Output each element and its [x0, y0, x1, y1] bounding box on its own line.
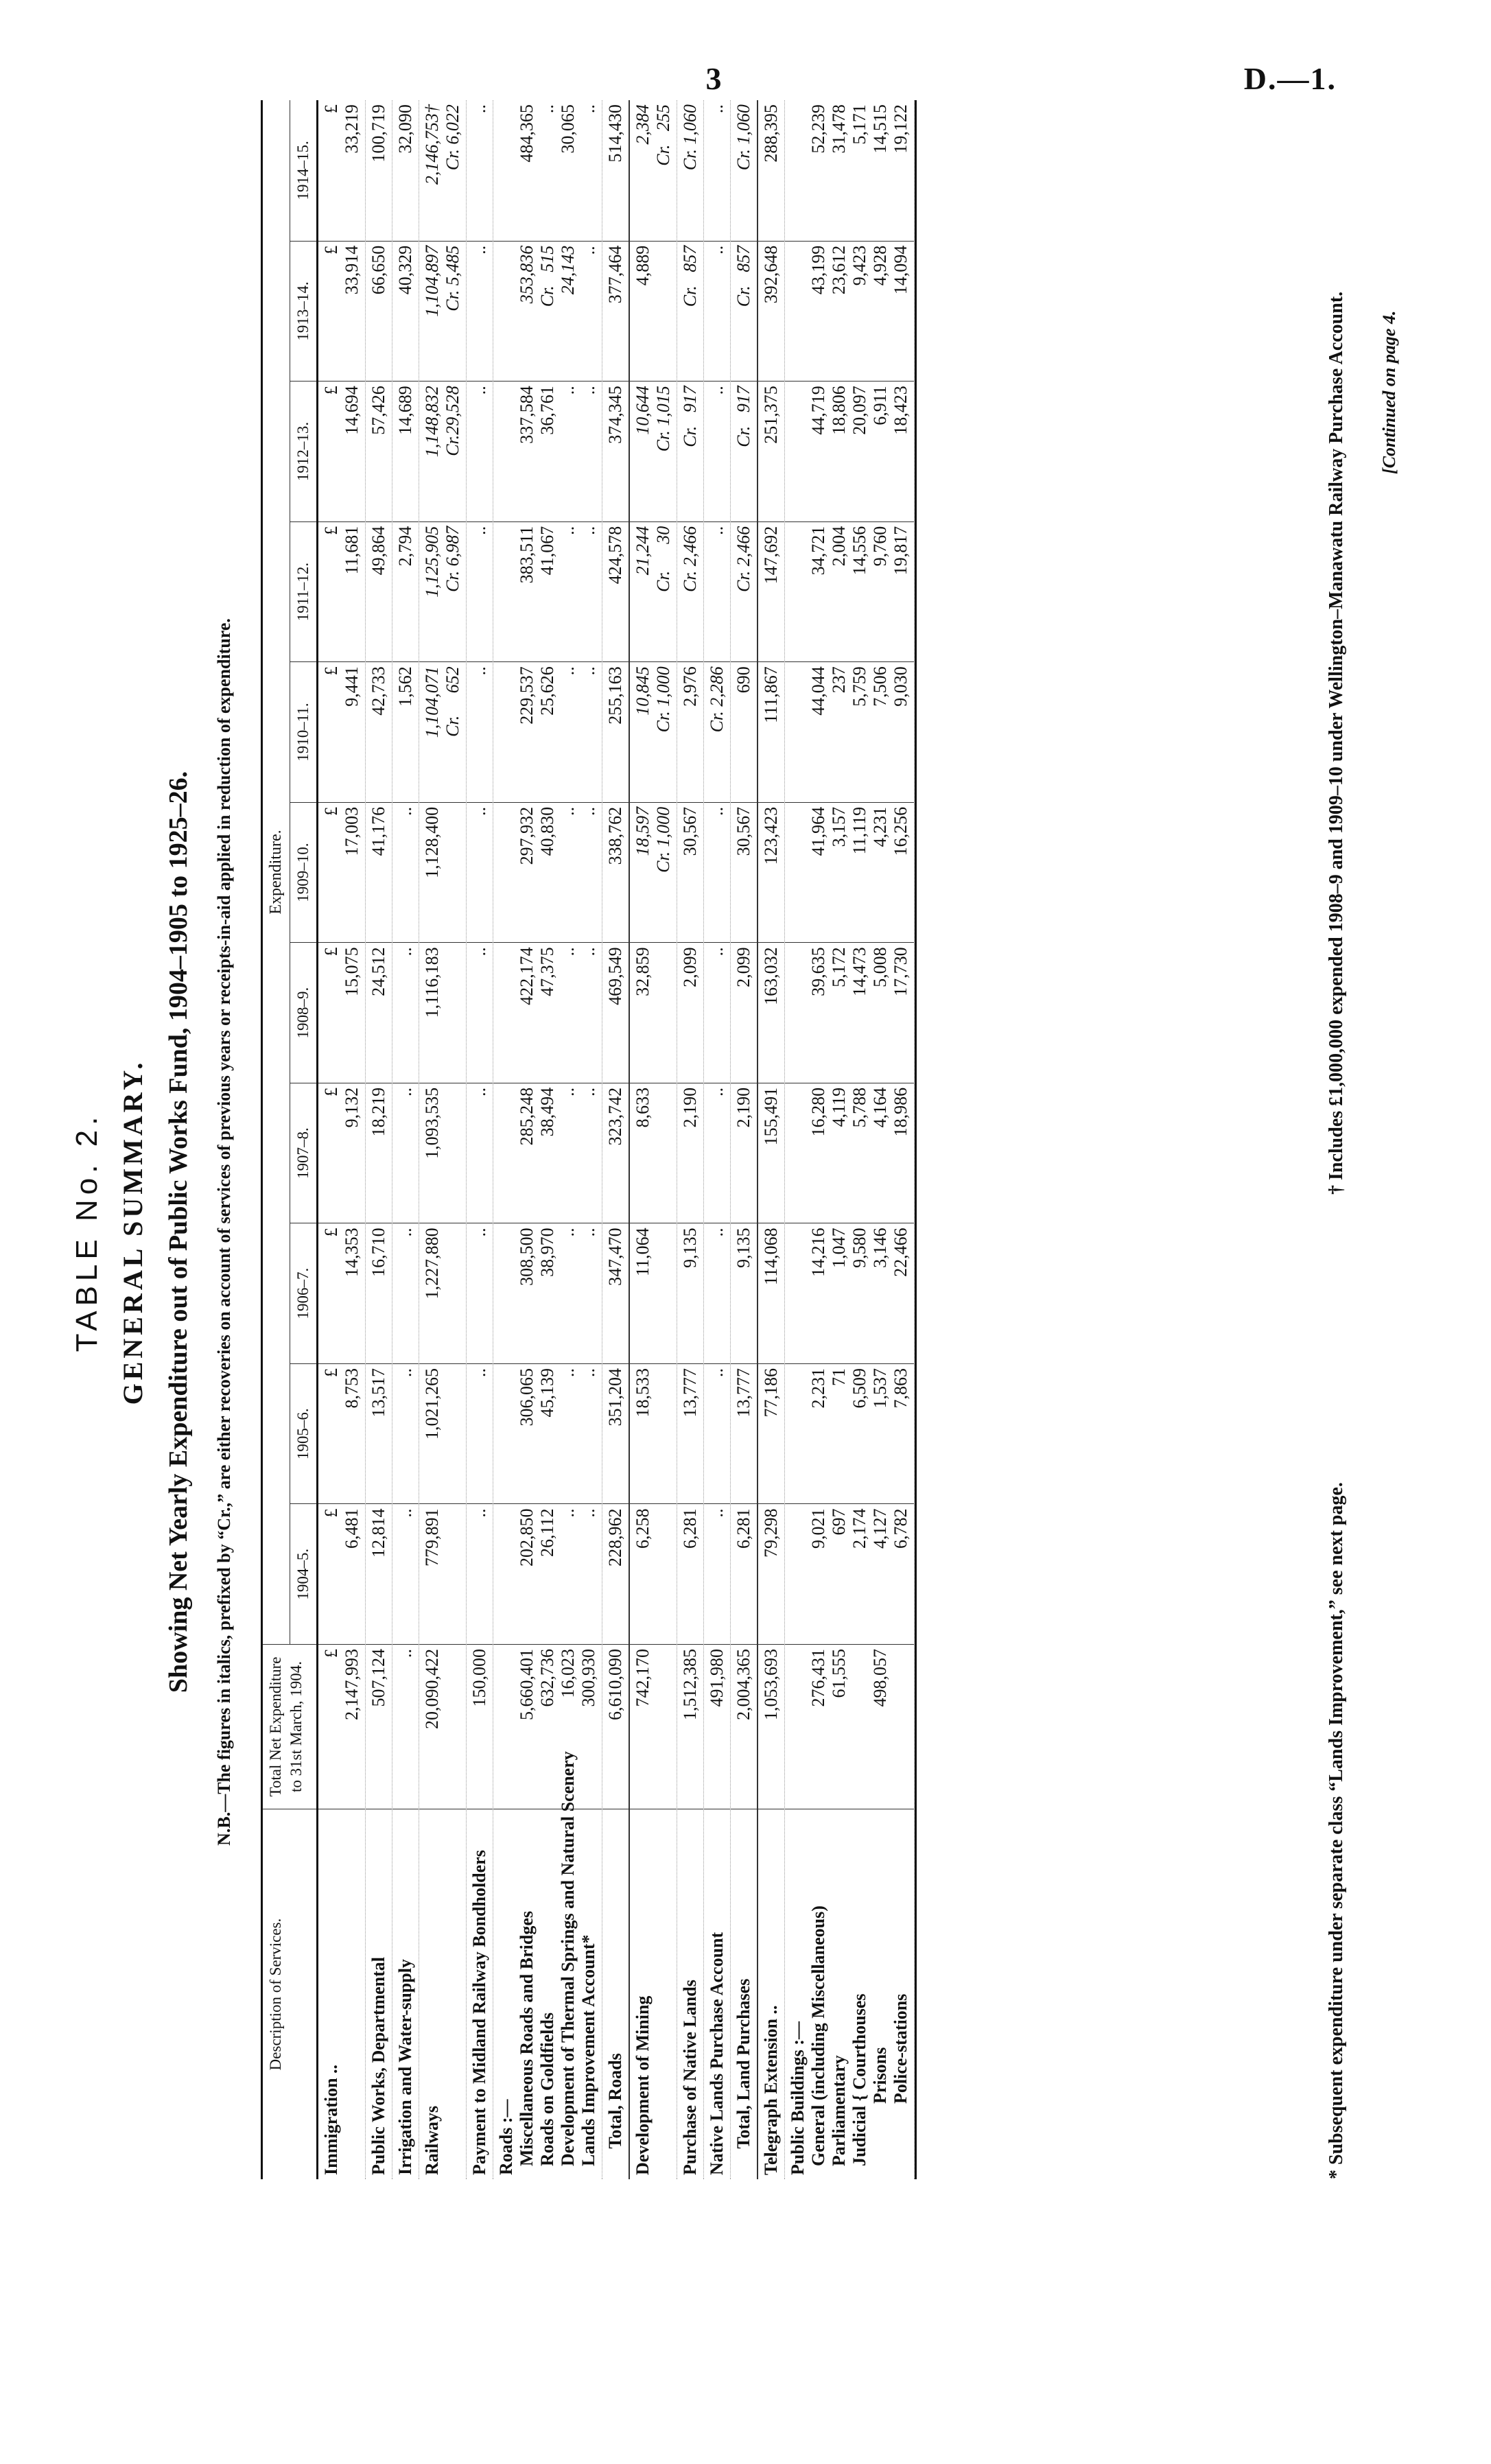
cell-year-value: £ 33,219 — [321, 104, 362, 154]
cell-year-value: .. — [467, 661, 493, 802]
cell-year-value: 285,248 38,494 .. .. — [493, 1083, 602, 1223]
cell-year-value: 484,365 .. 30,065 .. — [517, 104, 598, 163]
row-description: Native Lands Purchase Account — [704, 1809, 730, 2179]
cell-year-value: £ 33,914 — [318, 241, 365, 382]
cell-year-value: 1,125,905 Cr. 6,987 — [419, 521, 466, 662]
cell-year-value: 21,244 Cr. 30 — [630, 521, 677, 662]
cell-year-value: 1,093,535 — [419, 1083, 466, 1223]
cell-year-value: 229,537 25,626 .. .. — [493, 661, 602, 802]
cell-year-value: 2,976 — [677, 661, 703, 802]
cell-year-value: 9,021 697 2,174 4,127 6,782 — [785, 1503, 914, 1644]
cell-year-value: 2,190 — [677, 1083, 703, 1223]
header-description: Description of Services. — [263, 1809, 316, 2179]
cell-year-value: Cr. 2,466 — [731, 521, 757, 662]
cell-year-value: 42,733 — [366, 661, 392, 802]
table-row — [758, 100, 785, 2179]
cell-year-value: .. — [704, 521, 730, 662]
cell-year-value: Cr. 917 — [677, 381, 703, 521]
cell-year-value: 377,464 — [602, 241, 629, 382]
cell-year-value: £ 6,481 — [318, 1503, 365, 1644]
cell-year-value: 52,239 31,478 5,171 14,515 19,122 — [808, 104, 911, 154]
header-expenditure: Expenditure. — [263, 100, 290, 1644]
cell-year-value: .. — [392, 1083, 419, 1223]
cell-year-value: 1,148,832 Cr.29,528 — [419, 381, 466, 521]
cell-total-to-1904: 276,431 61,555 498,057 — [785, 1644, 914, 1809]
cell-year-value: 4,889 — [630, 241, 677, 382]
cell-year-value: 338,762 — [602, 802, 629, 943]
cell-year-value: .. — [392, 942, 419, 1083]
cell-year-value: .. — [392, 1363, 419, 1504]
cell-year-value: 123,423 — [758, 802, 784, 943]
cell-year-value: 2,190 — [731, 1083, 757, 1223]
cell-year-value: 10,845 Cr. 1,000 — [630, 661, 677, 802]
cell-year-value: 337,584 36,761 .. .. — [493, 381, 602, 521]
cell-year-value: 6,258 — [630, 1503, 677, 1644]
cell-year-value: 1,104,897 Cr. 5,485 — [419, 241, 466, 382]
header-year: 1907–8. — [290, 1083, 316, 1223]
table-description: Showing Net Yearly Expenditure out of Public Works Fund, 1904–1905 to 1925–26. — [164, 771, 193, 1693]
cell-year-value: .. — [467, 381, 493, 521]
summary-table — [261, 100, 917, 2179]
cell-year-value: 6,281 — [677, 1503, 703, 1644]
cell-year-value: Cr. 1,060 — [733, 104, 753, 171]
cell-year-value: 155,491 — [758, 1083, 784, 1223]
header-year: 1908–9. — [290, 942, 316, 1083]
cell-year-value: £ 9,441 — [318, 661, 365, 802]
cell-year-value: 13,777 — [731, 1363, 757, 1504]
row-description: Development of Mining — [630, 1809, 677, 2179]
cell-year-value: 306,065 45,139 .. .. — [493, 1363, 602, 1504]
cell-year-value: .. — [704, 1363, 730, 1504]
cell-year-value: 779,891 — [419, 1503, 466, 1644]
cell-year-value: 49,864 — [366, 521, 392, 662]
cell-total-to-1904: 6,610,090 — [602, 1644, 629, 1809]
cell-year-value: 32,859 — [630, 942, 677, 1083]
row-description: Telegraph Extension .. — [758, 1809, 784, 2179]
cell-year-value: .. — [392, 1223, 419, 1363]
cell-total-to-1904: £ 2,147,993 — [318, 1644, 365, 1809]
cell-year-value: £ 14,694 — [318, 381, 365, 521]
cell-year-value: .. — [467, 802, 493, 943]
cell-year-value: .. — [704, 1223, 730, 1363]
row-description: Total, Land Purchases — [731, 1809, 757, 2179]
header-expenditure-group — [263, 100, 316, 1644]
table-title: TABLE No. 2. — [70, 1112, 104, 1352]
cell-year-value: 2,231 71 6,509 1,537 7,863 — [785, 1363, 914, 1504]
row-description: Purchase of Native Lands — [677, 1809, 703, 2179]
cell-total-to-1904: 491,980 — [704, 1644, 730, 1809]
page-number: 3 — [705, 61, 722, 96]
header-year: 1910–11. — [290, 661, 316, 802]
cell-year-value: Cr. 857 — [677, 241, 703, 382]
header-year: 1906–7. — [290, 1223, 316, 1363]
cell-year-value: 11,064 — [630, 1223, 677, 1363]
cell-year-value: 13,517 — [366, 1363, 392, 1504]
cell-year-value: Cr. 2,286 — [704, 661, 730, 802]
table-body — [318, 100, 915, 2179]
cell-year-value: .. — [469, 104, 489, 114]
row-description: Roads :— Miscellaneous Roads and Bridges Roads on Goldfields Development of Thermal Springs and Natural Scenery Lands Improvement Account* — [493, 1809, 602, 2179]
table-row — [318, 100, 366, 2179]
cell-year-value: 32,090 — [395, 104, 415, 154]
cell-year-value: .. — [707, 104, 727, 114]
cell-year-value: 6,281 — [731, 1503, 757, 1644]
cell-year-value: 163,032 — [758, 942, 784, 1083]
cell-year-value: .. — [467, 521, 493, 662]
cell-year-value: 8,633 — [630, 1083, 677, 1223]
table-header — [263, 100, 318, 2179]
cell-year-value: 514,430 — [605, 104, 625, 163]
cell-year-value: 383,511 41,067 .. .. — [493, 521, 602, 662]
header-years — [290, 100, 316, 1644]
cell-total-to-1904: 1,512,385 — [677, 1644, 703, 1809]
cell-year-value: 1,116,183 — [419, 942, 466, 1083]
cell-year-value: 43,199 23,612 9,423 4,928 14,094 — [785, 241, 914, 382]
cell-year-value: 18,533 — [630, 1363, 677, 1504]
cell-year-value: 114,068 — [758, 1223, 784, 1363]
header-year: 1909–10. — [290, 802, 316, 943]
cell-year-value: 44,044 237 5,759 7,506 9,030 — [785, 661, 914, 802]
row-description: Public Buildings :— General (including Miscellaneous) Parliamentary Judicial { Courthouses Prisons Police-stations — [785, 1809, 914, 2179]
cell-year-value: 34,721 2,004 14,556 9,760 19,817 — [785, 521, 914, 662]
cell-year-value: 12,814 — [366, 1503, 392, 1644]
cell-year-value: 14,216 1,047 9,580 3,146 22,466 — [785, 1223, 914, 1363]
cell-year-value: 9,135 — [677, 1223, 703, 1363]
cell-year-value: 374,345 — [602, 381, 629, 521]
cell-year-value: £ 15,075 — [318, 942, 365, 1083]
cell-year-value: .. — [467, 1083, 493, 1223]
footnote-dagger: † Includes £1,000,000 expended 1908–9 and 1909–10 under Wellington–Manawatu Railway Purchase Account. — [1326, 291, 1347, 1195]
cell-year-value: 1,562 — [392, 661, 419, 802]
table-row — [602, 100, 630, 2179]
cell-year-value: 2,146,753† Cr. 6,022 — [422, 104, 462, 185]
cell-year-value: Cr. 2,466 — [677, 521, 703, 662]
row-description: Irrigation and Water-supply — [392, 1809, 419, 2179]
cell-year-value: 30,567 — [731, 802, 757, 943]
header-year: 1911–12. — [290, 521, 316, 662]
cell-year-value: 422,174 47,375 .. .. — [493, 942, 602, 1083]
cell-year-value: 323,742 — [602, 1083, 629, 1223]
cell-total-to-1904: 5,660,401 632,736 16,023 300,930 — [493, 1644, 602, 1809]
cell-year-value: 77,186 — [758, 1363, 784, 1504]
header-year: 1912–13. — [290, 381, 316, 521]
header-year: 1913–14. — [290, 241, 316, 382]
row-description: Public Works, Departmental — [366, 1809, 392, 2179]
cell-year-value: .. — [704, 1083, 730, 1223]
table-row — [704, 100, 731, 2179]
cell-year-value: 2,384 Cr. 255 — [633, 104, 673, 166]
cell-year-value: Cr. 857 — [731, 241, 757, 382]
cell-year-value: 288,395 — [761, 104, 781, 163]
cell-year-value: £ 17,003 — [318, 802, 365, 943]
cell-year-value: 255,163 — [602, 661, 629, 802]
row-description: Immigration .. — [318, 1809, 365, 2179]
cell-year-value: .. — [467, 1223, 493, 1363]
cell-year-value: 1,227,880 — [419, 1223, 466, 1363]
cell-year-value: 66,650 — [366, 241, 392, 382]
cell-year-value: 147,692 — [758, 521, 784, 662]
cell-year-value: 39,635 5,172 14,473 5,008 17,730 — [785, 942, 914, 1083]
cell-year-value: .. — [704, 241, 730, 382]
cell-year-value: .. — [467, 942, 493, 1083]
table-row — [785, 100, 915, 2179]
cell-year-value: 40,329 — [392, 241, 419, 382]
cell-year-value: 1,104,071 Cr. 652 — [419, 661, 466, 802]
cell-year-value: 469,549 — [602, 942, 629, 1083]
header-total: Total Net Expenditure to 31st March, 1904. — [263, 1644, 316, 1809]
cell-year-value: £ 11,681 — [318, 521, 365, 662]
cell-year-value: .. — [392, 802, 419, 943]
cell-year-value: 347,470 — [602, 1223, 629, 1363]
cell-year-value: 690 — [731, 661, 757, 802]
cell-year-value: 57,426 — [366, 381, 392, 521]
cell-year-value: 41,964 3,157 11,119 4,231 16,256 — [785, 802, 914, 943]
cell-year-value: 16,710 — [366, 1223, 392, 1363]
cell-year-value: 9,135 — [731, 1223, 757, 1363]
cell-year-value: 10,644 Cr. 1,015 — [630, 381, 677, 521]
cell-year-value: Cr. 917 — [731, 381, 757, 521]
header-year: 1905–6. — [290, 1363, 316, 1504]
cell-year-value: 14,689 — [392, 381, 419, 521]
cell-year-value: 2,794 — [392, 521, 419, 662]
cell-year-value: 13,777 — [677, 1363, 703, 1504]
cell-total-to-1904: 507,124 — [366, 1644, 392, 1809]
cell-year-value: 100,719 — [368, 104, 388, 163]
cell-year-value: 24,512 — [366, 942, 392, 1083]
cell-year-value: .. — [704, 1503, 730, 1644]
cell-year-value: 251,375 — [758, 381, 784, 521]
cell-year-value: £ 8,753 — [318, 1363, 365, 1504]
cell-year-value: 353,836 Cr. 515 24,143 .. — [493, 241, 602, 382]
row-description: Payment to Midland Railway Bondholders — [467, 1809, 493, 2179]
table-row — [677, 100, 704, 2179]
cell-year-value: .. — [704, 942, 730, 1083]
cell-year-value: 297,932 40,830 .. .. — [493, 802, 602, 943]
cell-year-value: 41,176 — [366, 802, 392, 943]
note-bene: N.B.—The figures in italics, prefixed by “Cr.,” are either recoveries on account of services of previous years or receipts-in-aid applied in reduction of expenditure. — [214, 618, 234, 1846]
header-year: 1914–15. — [294, 141, 312, 200]
cell-year-value: 1,128,400 — [419, 802, 466, 943]
cell-year-value: 392,648 — [758, 241, 784, 382]
cell-year-value: £ 9,132 — [318, 1083, 365, 1223]
cell-total-to-1904: 742,170 — [630, 1644, 677, 1809]
cell-total-to-1904: 2,004,365 — [731, 1644, 757, 1809]
cell-year-value: .. — [704, 381, 730, 521]
cell-total-to-1904: 150,000 — [467, 1644, 493, 1809]
header-year: 1904–5. — [290, 1503, 316, 1644]
table-row — [493, 100, 602, 2179]
continued-note: [Continued on page 4. — [1379, 310, 1399, 474]
table-row — [392, 100, 419, 2179]
table-row — [419, 100, 467, 2179]
row-description: Railways — [419, 1809, 466, 2179]
cell-year-value: 202,850 26,112 .. .. — [493, 1503, 602, 1644]
cell-year-value: 424,578 — [602, 521, 629, 662]
cell-total-to-1904: 20,090,422 — [419, 1644, 466, 1809]
cell-year-value: .. — [467, 1503, 493, 1644]
cell-year-value: 30,567 — [677, 802, 703, 943]
cell-year-value: Cr. 1,060 — [680, 104, 700, 171]
table-row — [630, 100, 677, 2179]
cell-year-value: 18,597 Cr. 1,000 — [630, 802, 677, 943]
cell-year-value: 79,298 — [758, 1503, 784, 1644]
cell-year-value: .. — [392, 1503, 419, 1644]
cell-year-value: 2,099 — [731, 942, 757, 1083]
cell-year-value: £ 14,353 — [318, 1223, 365, 1363]
cell-year-value: 1,021,265 — [419, 1363, 466, 1504]
cell-year-value: 16,280 4,119 5,788 4,164 18,986 — [785, 1083, 914, 1223]
footnote-star: * Subsequent expenditure under separate class “Lands Improvement,” see next page. — [1326, 1482, 1347, 2179]
cell-year-value: 111,867 — [758, 661, 784, 802]
cell-year-value: 18,219 — [366, 1083, 392, 1223]
table-row — [366, 100, 392, 2179]
cell-year-value: 44,719 18,806 20,097 6,911 18,423 — [785, 381, 914, 521]
cell-year-value: .. — [704, 802, 730, 943]
table-row — [467, 100, 493, 2179]
row-description: Total, Roads — [602, 1809, 629, 2179]
cell-year-value: 308,500 38,970 .. .. — [493, 1223, 602, 1363]
cell-total-to-1904: .. — [392, 1644, 419, 1809]
cell-total-to-1904: 1,053,693 — [758, 1644, 784, 1809]
cell-year-value: 228,962 — [602, 1503, 629, 1644]
document-id: D.—1. — [1243, 61, 1337, 96]
cell-year-value: 2,099 — [677, 942, 703, 1083]
table-subtitle: GENERAL SUMMARY. — [117, 1059, 148, 1405]
table-row — [731, 100, 758, 2179]
cell-year-value: .. — [467, 241, 493, 382]
cell-year-value: 351,204 — [602, 1363, 629, 1504]
cell-year-value: .. — [467, 1363, 493, 1504]
